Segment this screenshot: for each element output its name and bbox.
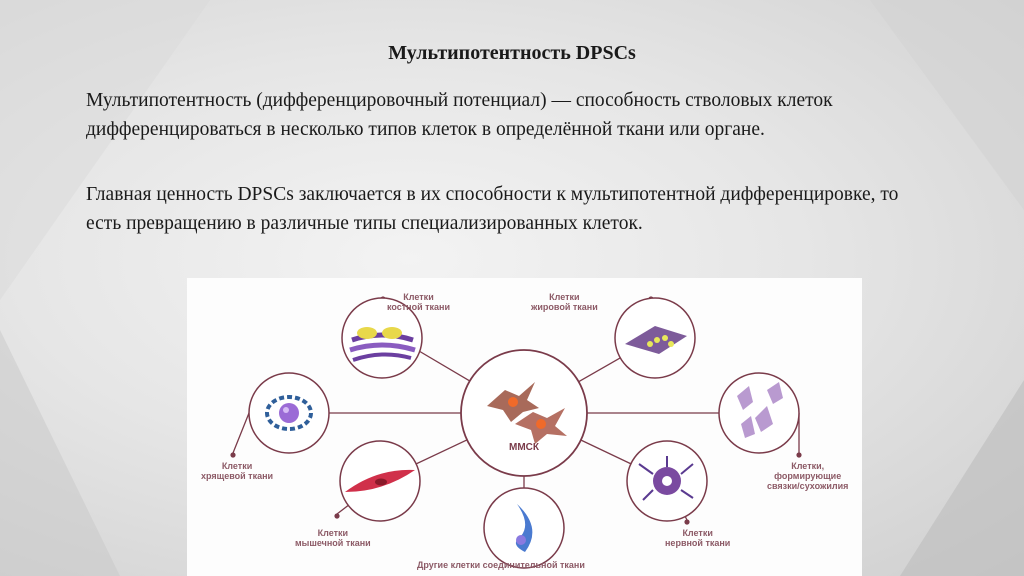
label-fat-line2: жировой ткани: [531, 302, 598, 312]
center-label: ММСК: [509, 442, 539, 453]
nerve-cells-circle: [627, 441, 707, 521]
label-bone-cells: [387, 292, 450, 312]
label-nerve-cells: [665, 528, 730, 548]
label-nerve-line1: Клетки: [682, 528, 713, 538]
label-ligament-cells: [767, 461, 848, 491]
label-muscle-line1: Клетки: [317, 528, 349, 538]
label-ligament-line1: Клетки,: [791, 461, 825, 471]
label-muscle-cells: [295, 528, 371, 548]
slide-title: Мультипотентность DPSCs: [388, 42, 636, 64]
label-other-cells: Другие клетки соединительной ткани: [417, 560, 585, 570]
label-ligament-line2: формирующие: [774, 471, 842, 481]
label-fat-cells: [531, 292, 598, 312]
label-nerve-line2: нервной ткани: [665, 538, 731, 548]
label-ligament-line3: связки/сухожилия: [767, 481, 849, 491]
cartilage-cells-circle: [249, 373, 329, 453]
paragraph-definition: Мультипотентность (дифференцировочный потенциал) — способность стволовых клеток дифференцироваться в несколько типов клеток в определённой ткани или органе.: [86, 90, 833, 140]
label-cartilage-line2: хрящевой ткани: [201, 471, 274, 481]
differentiation-diagram: [187, 278, 862, 576]
ligament-cells-circle: [719, 373, 799, 453]
fat-cells-circle: [615, 298, 695, 378]
diagram-svg: [187, 278, 862, 576]
other-connective-cells-circle: [484, 488, 564, 568]
label-bone-line1: Клетки: [403, 292, 434, 302]
muscle-cells-circle: [340, 441, 420, 521]
label-bone-line2: костной ткани: [387, 302, 451, 312]
center-stem-cell-circle: [461, 350, 587, 476]
label-cartilage-line1: Клетки: [221, 461, 253, 471]
label-cartilage-cells: [201, 461, 273, 481]
label-muscle-line2: мышечной ткани: [295, 538, 371, 548]
label-fat-line1: Клетки: [549, 292, 580, 302]
paragraph-value: Главная ценность DPSCs заключается в их способности к мультипотентной дифференцировке, то есть превращению в различные типы специализированных клеток.: [86, 184, 899, 234]
